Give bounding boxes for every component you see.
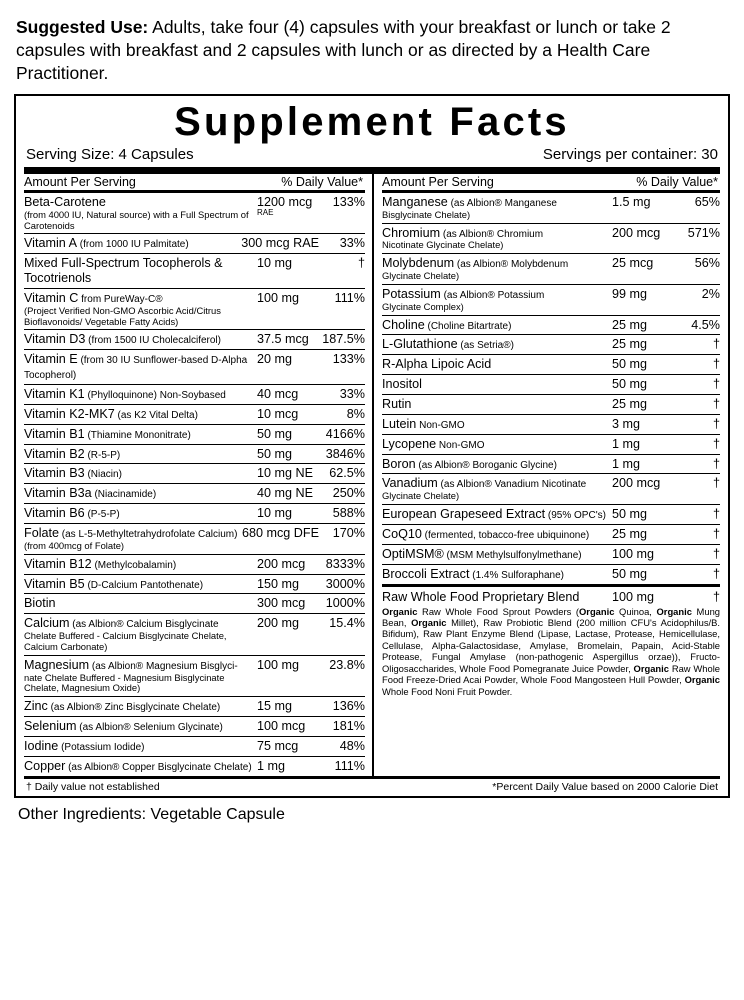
nutrient-amount: 40 mg NE <box>257 486 313 501</box>
nutrient-name-qualifier: (from 30 IU Sunflower-based D-Alpha Tocopherol) <box>24 355 248 382</box>
nutrient-row <box>382 394 720 414</box>
nutrient-name: Iodine (Potassium Iodide) <box>24 738 145 753</box>
nutrient-name-qualifier: (as L-5-Methyltetrahydrofolate Calcium) <box>59 528 238 540</box>
nutrient-amount: 50 mg <box>612 377 648 392</box>
nutrient-row <box>24 503 365 523</box>
serving-size: Serving Size: 4 Capsules <box>26 145 194 163</box>
nutrient-daily-value: 111% <box>334 758 365 773</box>
nutrient-name-subtext: Chelate Buffered - Calcium Bisglycinate Chelate, Calcium Carbonate) <box>24 630 227 652</box>
nutrient-row <box>24 523 365 554</box>
nutrient-amount: 40 mcg <box>257 386 299 401</box>
suggested-use-label: Suggested Use: <box>16 17 149 37</box>
nutrient-name-qualifier: (as Albion® Manganese <box>447 197 557 209</box>
nutrient-amount: 10 mcg <box>257 406 299 421</box>
nutrient-name-subtext: Glycinate Complex) <box>382 300 464 312</box>
servings-per-container: Servings per container: 30 <box>542 145 718 163</box>
nutrient-name: CoQ10 (fermented, tobacco-free ubiquinone) <box>382 526 590 541</box>
serving-info-row <box>24 146 720 165</box>
nutrient-name-qualifier: (as Albion® Chromium <box>440 228 544 240</box>
nutrient-name: Copper (as Albion® Copper Bisglycinate Chelate) <box>24 758 252 773</box>
nutrient-row <box>24 716 365 736</box>
nutrient-daily-value: 1000% <box>325 596 365 611</box>
nutrient-name-qualifier: (from 1500 IU Cholecalciferol) <box>85 335 221 347</box>
nutrient-daily-value: 588% <box>332 506 365 521</box>
nutrient-name: L-Glutathione (as Setria®) <box>382 337 514 352</box>
left-nutrient-rows <box>24 193 365 776</box>
nutrient-name-qualifier: (Potassium Iodide) <box>58 741 145 753</box>
nutrient-daily-value: 62.5% <box>329 466 365 481</box>
nutrient-name: European Grapeseed Extract (95% OPC's) <box>382 507 606 522</box>
nutrient-row <box>24 554 365 574</box>
nutrient-name-qualifier: (from 1000 IU Palmitate) <box>76 239 189 251</box>
nutrient-daily-value: † <box>712 357 720 372</box>
nutrient-name-qualifier: (as Albion® Potassium <box>440 289 545 301</box>
nutrient-name: Calcium (as Albion® Calcium Bisglycinate Chelate Buffered - Calcium Bisglycinate Chelate, Calcium Carbonate) <box>24 616 257 652</box>
nutrient-name-qualifier: (Niacin) <box>84 469 122 481</box>
nutrient-amount: 20 mg <box>257 352 293 367</box>
nutrient-name: Vitamin B1 (Thiamine Mononitrate) <box>24 426 191 441</box>
nutrient-amount: 200 mcg <box>257 556 306 571</box>
nutrient-name: Boron (as Albion® Boroganic Glycine) <box>382 456 557 471</box>
nutrient-name-qualifier: (D-Calcium Pantothenate) <box>84 579 204 591</box>
nutrient-name: Vitamin B3 (Niacin) <box>24 466 122 481</box>
nutrient-name-qualifier: (P-5-P) <box>84 509 120 521</box>
nutrient-daily-value: † <box>712 436 720 451</box>
nutrient-name-qualifier: Non-GMO <box>416 419 465 431</box>
nutrient-name-qualifier: (Methylcobalamin) <box>91 559 177 571</box>
nutrient-daily-value: 3000% <box>325 576 365 591</box>
nutrient-name-qualifier: (as Setria®) <box>457 340 514 352</box>
nutrient-amount-unit-note: RAE <box>257 207 274 217</box>
nutrient-name-subtext: (from 4000 IU, Natural source) with a Full Spectrum of Carotenoids <box>24 208 249 231</box>
right-dv-header: % Daily Value* <box>636 174 718 189</box>
nutrient-row <box>382 374 720 394</box>
nutrient-amount: 1 mg <box>612 436 640 451</box>
nutrient-row <box>24 756 365 776</box>
nutrient-row <box>382 544 720 564</box>
nutrient-amount: 1 mg <box>257 758 285 773</box>
nutrient-amount: 100 mg <box>257 657 300 672</box>
nutrient-name-qualifier: (as Albion® Calcium Bisglycinate <box>69 619 219 631</box>
nutrient-name: Rutin <box>382 396 412 411</box>
footnotes-row <box>24 779 720 794</box>
nutrient-amount: 200 mcg <box>612 476 661 491</box>
nutrient-amount: 100 mg <box>612 546 655 561</box>
nutrient-amount: 25 mg <box>612 396 648 411</box>
nutrient-name: Beta-Carotene (from 4000 IU, Natural source) with a Full Spectrum of Carotenoids <box>24 195 257 231</box>
nutrient-amount: 10 mg <box>257 506 293 521</box>
nutrient-amount: 10 mg NE <box>257 466 313 481</box>
nutrient-row <box>24 424 365 444</box>
nutrient-row <box>382 284 720 315</box>
left-dv-header: % Daily Value* <box>281 174 363 189</box>
nutrient-row <box>24 384 365 404</box>
nutrient-row <box>382 504 720 524</box>
nutrient-name-qualifier: (Thiamine Mononitrate) <box>84 429 191 441</box>
blend-name: Raw Whole Food Proprietary Blend <box>382 589 580 604</box>
nutrient-name: Inositol <box>382 377 422 392</box>
nutrient-name-qualifier: (1.4% Sulforaphane) <box>469 569 564 581</box>
nutrient-daily-value: 111% <box>334 290 365 305</box>
nutrient-row <box>382 454 720 474</box>
nutrient-row <box>382 524 720 544</box>
nutrient-amount: 680 mcg DFE <box>242 525 319 540</box>
panel-title: Supplement Facts <box>174 100 570 145</box>
nutrient-name: Vitamin B3a (Niacinamide) <box>24 486 157 501</box>
right-nutrient-rows <box>382 193 720 584</box>
nutrient-name: OptiMSM® (MSM Methylsulfonylmethane) <box>382 546 582 561</box>
nutrient-amount: 25 mcg <box>612 256 654 271</box>
right-amount-header: Amount Per Serving <box>382 174 494 189</box>
nutrient-name-qualifier: (95% OPC's) <box>545 510 606 522</box>
nutrient-name: Vitamin B2 (R-5-P) <box>24 446 121 461</box>
nutrient-row <box>382 315 720 335</box>
nutrient-daily-value: † <box>712 546 720 561</box>
nutrient-name: Vitamin B5 (D-Calcium Pantothenate) <box>24 576 204 591</box>
nutrient-name: Vitamin B6 (P-5-P) <box>24 506 120 521</box>
nutrient-daily-value: † <box>712 476 720 491</box>
proprietary-blend-header <box>382 587 720 606</box>
blend-ingredients-text: Organic Raw Whole Food Sprout Powders (Organic Quinoa, Organic Mung Bean, Organic Millet), Raw Probiotic Blend (200 million CFU's Acidophilus/B. Bifidum), Raw Plant Enzyme Blend (Lipase, Lactase, Protease, Hemicellulase, Cellulase, Alpha-Galactosidase, Amylase, Bromelain, Papain, Acid-Stable Protease, Fungal Amylase (non-pathogenic Aspergillus orzae)), Fructo-Oligosaccharides, Whole Food Pomegranate Juice Powder, Organic Raw Whole Food Freeze-Dried Acai Powder, Whole Food Mangosteen Hull Powder, Organic Whole Food Noni Fruit Powder. <box>382 605 721 697</box>
nutrient-name: Lycopene Non-GMO <box>382 436 485 451</box>
right-column <box>372 174 720 776</box>
nutrient-name: Choline (Choline Bitartrate) <box>382 317 512 332</box>
nutrient-daily-value: 2% <box>701 286 720 301</box>
nutrient-row <box>24 736 365 756</box>
nutrient-name: Biotin <box>24 596 56 611</box>
nutrient-name: Chromium (as Albion® Chromium Nicotinate Glycinate Chelate) <box>382 226 612 252</box>
blend-dv: † <box>712 589 720 604</box>
nutrient-daily-value: 136% <box>332 699 365 714</box>
nutrient-name-qualifier: from PureWay-C® <box>78 293 163 305</box>
nutrient-name-qualifier: (Choline Bitartrate) <box>424 320 512 332</box>
nutrient-daily-value: 4.5% <box>691 317 720 332</box>
nutrient-row <box>24 349 365 384</box>
footnote-asterisk: *Percent Daily Value based on 2000 Calorie Diet <box>492 780 718 793</box>
nutrient-row <box>24 463 365 483</box>
nutrient-name-subtext: Bisglycinate Chelate) <box>382 208 471 220</box>
nutrient-name-qualifier: (as Albion® Zinc Bisglycinate Chelate) <box>47 702 221 714</box>
nutrient-name: Vitamin A (from 1000 IU Palmitate) <box>24 236 189 251</box>
nutrient-name: Lutein Non-GMO <box>382 416 465 431</box>
panel-divider-thick <box>24 167 720 174</box>
nutrient-row <box>382 473 720 504</box>
nutrient-row <box>382 354 720 374</box>
nutrient-row <box>24 233 365 253</box>
nutrient-daily-value: 65% <box>694 194 720 209</box>
nutrient-name: Potassium (as Albion® Potassium Glycinate Complex) <box>382 287 612 313</box>
nutrient-amount: 100 mg <box>257 290 300 305</box>
nutrient-name-subtext: Glycinate Chelate) <box>382 270 460 282</box>
nutrient-daily-value: 8333% <box>325 556 365 571</box>
nutrient-row <box>382 334 720 354</box>
nutrient-daily-value: 571% <box>687 225 720 240</box>
nutrient-daily-value: 250% <box>332 486 365 501</box>
nutrient-name-subtext: nate Chelate Buffered - Magnesium Bisglycinate Chelate, Magnesium Oxide) <box>24 671 225 694</box>
left-column-header <box>24 174 365 190</box>
nutrient-name-subtext: Glycinate Chelate) <box>382 490 460 502</box>
nutrient-name-qualifier: (fermented, tobacco-free ubiquinone) <box>421 529 590 541</box>
nutrient-amount: 100 mcg <box>257 719 306 734</box>
nutrient-name: Vitamin K2-MK7 (as K2 Vital Delta) <box>24 406 198 421</box>
nutrient-name-qualifier: (as Albion® Boroganic Glycine) <box>415 459 557 471</box>
nutrient-name: R-Alpha Lipoic Acid <box>382 357 492 372</box>
nutrient-name-qualifier: (Niacinamide) <box>91 489 157 501</box>
nutrient-name-qualifier: (as Albion® Magnesium Bisglyci- <box>89 660 238 672</box>
footnote-dagger: † Daily value not established <box>26 780 160 793</box>
nutrient-daily-value: † <box>357 256 365 271</box>
suggested-use-paragraph <box>16 16 728 84</box>
nutrient-daily-value: 15.4% <box>329 616 365 631</box>
nutrient-amount: 50 mg <box>612 357 648 372</box>
nutrient-name: Selenium (as Albion® Selenium Glycinate) <box>24 719 223 734</box>
nutrient-name: Folate (as L-5-Methyltetrahydrofolate Calcium) (from 400mcg of Folate) <box>24 525 238 551</box>
nutrient-daily-value: 8% <box>346 406 365 421</box>
nutrient-amount: 300 mcg RAE <box>241 236 319 251</box>
nutrient-amount: 50 mg <box>257 426 293 441</box>
nutrient-amount: 25 mg <box>612 526 648 541</box>
nutrient-row <box>24 593 365 613</box>
nutrient-row <box>24 193 365 233</box>
nutrient-daily-value: 56% <box>694 256 720 271</box>
nutrient-daily-value: 133% <box>332 352 365 367</box>
nutrient-row <box>24 404 365 424</box>
nutrient-daily-value: † <box>712 526 720 541</box>
nutrient-row <box>382 434 720 454</box>
nutrient-daily-value: 4166% <box>325 426 365 441</box>
nutrient-amount: 50 mg <box>612 566 648 581</box>
nutrient-daily-value: † <box>712 456 720 471</box>
nutrient-amount: 37.5 mcg <box>257 332 309 347</box>
nutrient-daily-value: 33% <box>339 236 365 251</box>
nutrient-amount: 50 mg <box>612 507 648 522</box>
nutrient-daily-value: 23.8% <box>329 657 365 672</box>
nutrient-daily-value: 170% <box>332 525 365 540</box>
nutrient-row <box>24 574 365 594</box>
nutrient-daily-value: 3846% <box>325 446 365 461</box>
blend-amount: 100 mg <box>612 589 655 604</box>
nutrient-name: Manganese (as Albion® Manganese Bisglycinate Chelate) <box>382 195 612 221</box>
nutrient-name-subtext: (from 400mcg of Folate) <box>24 539 125 551</box>
nutrient-name-qualifier: (MSM Methylsulfonylmethane) <box>443 549 582 561</box>
nutrient-amount: 1.5 mg <box>612 194 651 209</box>
nutrient-amount: 50 mg <box>257 446 293 461</box>
nutrient-name-qualifier: (as Albion® Molybdenum <box>454 259 569 271</box>
nutrient-amount: 99 mg <box>612 286 648 301</box>
nutrient-amount: 75 mcg <box>257 738 299 753</box>
nutrient-name: Vitamin B12 (Methylcobalamin) <box>24 556 177 571</box>
nutrient-name-qualifier: (as Albion® Selenium Glycinate) <box>76 722 223 734</box>
nutrient-row <box>382 564 720 584</box>
nutrient-row <box>382 253 720 284</box>
nutrient-amount: 25 mg <box>612 317 648 332</box>
nutrient-amount: 1 mg <box>612 456 640 471</box>
nutrient-amount: 3 mg <box>612 416 640 431</box>
nutrient-name: Broccoli Extract (1.4% Sulforaphane) <box>382 566 564 581</box>
nutrient-row <box>382 223 720 254</box>
nutrient-daily-value: † <box>712 396 720 411</box>
nutrient-daily-value: 48% <box>339 738 365 753</box>
nutrient-daily-value: 133% <box>332 194 365 209</box>
nutrient-columns <box>24 174 720 776</box>
nutrient-row <box>24 483 365 503</box>
nutrient-name: Magnesium (as Albion® Magnesium Bisglyci- nate Chelate Buffered - Magnesium Bisglycinate Chelate, Magnesium Oxide) <box>24 658 257 694</box>
nutrient-name-qualifier: (as Albion® Copper Bisglycinate Chelate) <box>65 761 252 773</box>
nutrient-name-qualifier: (R-5-P) <box>84 449 121 461</box>
nutrient-amount: 150 mg <box>257 576 300 591</box>
nutrient-row <box>24 696 365 716</box>
nutrient-name: Vitamin K1 (Phylloquinone) Non-Soybased <box>24 386 226 401</box>
nutrient-row <box>24 613 365 654</box>
nutrient-row <box>24 444 365 464</box>
nutrient-name-subtext: Nicotinate Glycinate Chelate) <box>382 239 504 251</box>
other-ingredients: Other Ingredients: Vegetable Capsule <box>18 805 285 823</box>
nutrient-amount: 25 mg <box>612 337 648 352</box>
left-column <box>24 174 372 776</box>
nutrient-name: Molybdenum (as Albion® Molybdenum Glycinate Chelate) <box>382 256 612 282</box>
nutrient-name: Vitamin D3 (from 1500 IU Cholecalciferol) <box>24 332 221 347</box>
nutrient-name-qualifier: (as Albion® Vanadium Nicotinate <box>437 479 587 491</box>
nutrient-daily-value: † <box>712 566 720 581</box>
nutrient-amount: 1200 mcg RAE <box>257 195 319 217</box>
nutrient-row <box>24 288 365 329</box>
nutrient-daily-value: 181% <box>332 719 365 734</box>
nutrient-name: Vitamin E (from 30 IU Sunflower-based D-Alpha Tocopherol) <box>24 352 248 382</box>
supplement-facts-panel <box>14 94 730 797</box>
nutrient-name-qualifier: (as K2 Vital Delta) <box>114 409 198 421</box>
nutrient-row <box>24 655 365 696</box>
nutrient-name-qualifier: Non-GMO <box>436 439 485 451</box>
nutrient-amount: 300 mcg <box>257 596 306 611</box>
left-amount-header: Amount Per Serving <box>24 174 136 189</box>
nutrient-amount: 200 mg <box>257 616 300 631</box>
nutrient-name-qualifier: (Phylloquinone) Non-Soybased <box>84 389 226 401</box>
nutrient-amount: 15 mg <box>257 699 293 714</box>
nutrient-amount: 10 mg <box>257 256 293 271</box>
nutrient-row <box>382 193 720 223</box>
nutrient-row <box>382 414 720 434</box>
nutrient-daily-value: † <box>712 377 720 392</box>
nutrient-name: Mixed Full-Spectrum Tocopherols & Tocotrienols <box>24 256 223 286</box>
nutrient-row <box>24 253 365 288</box>
nutrient-daily-value: 187.5% <box>322 332 365 347</box>
nutrient-daily-value: † <box>712 337 720 352</box>
nutrient-daily-value: † <box>712 416 720 431</box>
nutrient-name: Vanadium (as Albion® Vanadium Nicotinate Glycinate Chelate) <box>382 476 612 502</box>
suggested-use-text: Adults, take four (4) capsules with your breakfast or lunch or take 2 capsules with breakfast and 2 capsules with lunch or as directed by a Health Care Practitioner. <box>16 17 671 83</box>
nutrient-amount: 200 mcg <box>612 225 661 240</box>
nutrient-name: Zinc (as Albion® Zinc Bisglycinate Chelate) <box>24 699 221 714</box>
nutrient-row <box>24 329 365 349</box>
nutrient-name: Vitamin C from PureWay-C® (Project Verified Non-GMO Ascorbic Acid/Citrus Bioflavonoids/ Vegetable Fatty Acids) <box>24 291 257 327</box>
right-column-header <box>382 174 720 190</box>
nutrient-name-subtext: (Project Verified Non-GMO Ascorbic Acid/Citrus Bioflavonoids/ Vegetable Fatty Acids) <box>24 304 221 327</box>
nutrient-daily-value: † <box>712 507 720 522</box>
nutrient-daily-value: 33% <box>339 386 365 401</box>
